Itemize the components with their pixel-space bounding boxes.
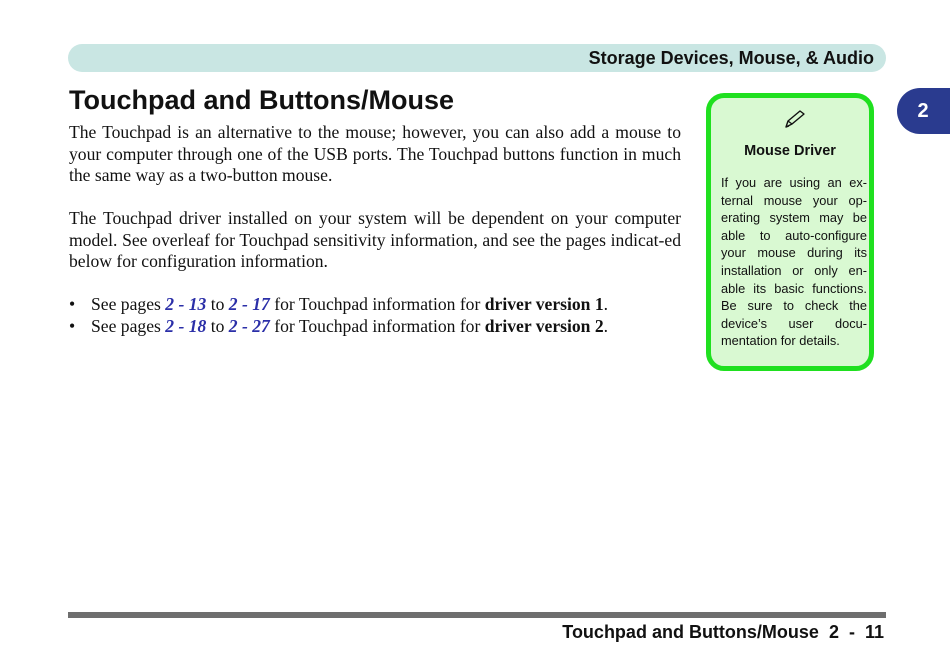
driver-version-label: driver version 1 [484, 294, 604, 314]
pen-icon [783, 108, 807, 130]
page-number: 2 - 11 [828, 622, 884, 642]
chapter-tab [897, 88, 950, 134]
page-link-2-27[interactable]: 2 - 27 [228, 315, 270, 336]
footer-rule [68, 612, 886, 618]
footer-section-title: Touchpad and Buttons/Mouse [562, 622, 819, 642]
page-link-2-18[interactable]: 2 - 18 [165, 315, 207, 336]
list-item-text: See pages [91, 315, 166, 336]
running-header-title: Storage Devices, Mouse, & Audio [588, 48, 874, 68]
sidebar-text: If you are using an ex-ternal mouse your op-erating system may be able to auto-configure your mouse during its installation or only en-able its basic functions. Be sure to check the device’s user docu-mentation for details. [721, 175, 867, 349]
list-item-text: . [603, 294, 609, 314]
page-link-2-17[interactable]: 2 - 17 [228, 294, 270, 314]
page-link-2-13[interactable]: 2 - 13 [165, 294, 207, 314]
chapter-number: 2 [917, 100, 929, 122]
driver-paragraph: The Touchpad driver installed on your system will be dependent on your computer model. See overleaf for Touchpad sensitivity information, and see the pages indicat-ed below for configuration information. [69, 208, 681, 271]
list-item-text: for Touchpad information for [269, 294, 485, 314]
list-item-text: to [206, 294, 229, 314]
list-item-text: See pages [91, 294, 166, 314]
page-reference-list [69, 294, 689, 337]
intro-paragraph: The Touchpad is an alternative to the mouse; however, you can also add a mouse to your computer through one of the USB ports. The Touchpad buttons function in much the same way as a two-button mouse. [69, 122, 681, 185]
sidebar-note [706, 93, 874, 371]
sidebar-title: Mouse Driver [744, 143, 836, 159]
list-item [69, 316, 689, 338]
list-item [69, 294, 689, 316]
page-title: Touchpad and Buttons/Mouse [69, 85, 454, 115]
bullet-marker: • [69, 315, 76, 336]
list-item-text: for Touchpad information for [269, 315, 485, 336]
list-item-text: to [206, 315, 229, 336]
footer [562, 620, 884, 644]
running-header-bar [68, 44, 886, 72]
list-item-text: . [603, 315, 609, 336]
bullet-marker: • [69, 294, 76, 314]
driver-version-label: driver version 2 [484, 315, 604, 336]
